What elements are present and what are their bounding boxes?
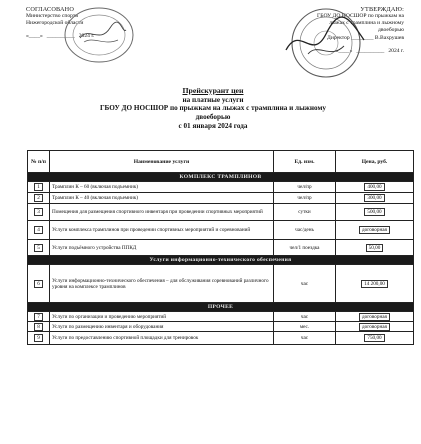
row-number-value: 9 [34, 334, 43, 342]
approval-left-day: «____» [26, 33, 43, 39]
title-line: с 01 января 2024 года [178, 121, 248, 130]
row-number [28, 322, 50, 332]
service-name: Трамплин К – 40 (включая подъемник) [50, 193, 274, 204]
row-number [28, 182, 50, 193]
title-line: двоеборью [195, 113, 231, 122]
row-number-value: 7 [34, 313, 43, 321]
unit-cell: час [274, 332, 336, 345]
row-number [28, 240, 50, 256]
price-cell [336, 204, 414, 221]
unit-cell: мес. [274, 322, 336, 332]
unit-cell: сутки [274, 204, 336, 221]
unit-cell: час [274, 265, 336, 303]
price-cell-value: договорная [359, 226, 390, 234]
price-table [27, 150, 414, 345]
row-number [28, 265, 50, 303]
price-cell-value: договорная [359, 313, 390, 321]
unit-cell: час/день [274, 221, 336, 240]
table-row [28, 240, 414, 256]
section-row [28, 256, 414, 265]
price-cell [336, 265, 414, 303]
table-row [28, 312, 414, 322]
service-name: Помещения для размещения спортивного инвентаря при проведении спортивных мероприятий [50, 204, 274, 221]
price-cell-value: 14 200,00 [361, 280, 388, 288]
table-row [28, 193, 414, 204]
table-row [28, 204, 414, 221]
title-line: ГБОУ ДО НОСШОР по прыжкам на лыжах с трамплина и лыжному [99, 104, 326, 113]
price-cell [336, 332, 414, 345]
section-label: Услуги информационно-технического обеспечения [28, 256, 414, 265]
approval-right-signature-line: Директор ________ В.Вахрушев [327, 35, 404, 41]
row-number [28, 193, 50, 204]
title-line: Прейскурант цен [182, 86, 244, 95]
document-title [60, 87, 366, 131]
section-row [28, 173, 414, 182]
service-name: Услуги по предоставлению спортивной площадки для тренировок [50, 332, 274, 345]
table-row [28, 182, 414, 193]
price-cell [336, 322, 414, 332]
service-name: Трамплин К – 60 (включая подъемник) [50, 182, 274, 193]
row-number-value: 6 [34, 280, 43, 288]
header-price: Цена, руб. [336, 151, 414, 173]
price-cell [336, 193, 414, 204]
approval-right-line: двоеборью [378, 27, 404, 33]
price-cell [336, 221, 414, 240]
section-label: КОМПЛЕКС ТРАМПЛИНОВ [28, 173, 414, 182]
section-label: ПРОЧЕЕ [28, 303, 414, 312]
approval-right-line: лыжах с трамплина и лыжному [329, 20, 404, 26]
row-number-value: 3 [34, 208, 43, 216]
left-seal-stamp [60, 4, 138, 66]
row-number [28, 312, 50, 322]
service-name: Услуги подъёмного устройства ППКД [50, 240, 274, 256]
price-cell-value: 400,00 [364, 183, 384, 191]
price-cell [336, 312, 414, 322]
table-row [28, 265, 414, 303]
right-seal-stamp [278, 4, 374, 82]
row-number [28, 221, 50, 240]
row-number-value: 5 [34, 244, 43, 252]
approval-left-heading: СОГЛАСОВАНО [26, 6, 74, 13]
header-name: Наименование услуги [50, 151, 274, 173]
table-row [28, 322, 414, 332]
price-cell-value: 50,00 [366, 244, 384, 252]
row-number [28, 332, 50, 345]
unit-cell: чел/пр [274, 193, 336, 204]
row-number [28, 204, 50, 221]
row-number-value: 8 [34, 323, 43, 331]
price-cell [336, 240, 414, 256]
table-row [28, 332, 414, 345]
approval-left-month: __________ [46, 33, 75, 39]
approval-right-line: ГБОУ ДО НОСШОР по прыжкам на [317, 13, 404, 19]
service-name: Услуги по размещению инвентаря и оборудования [50, 322, 274, 332]
service-name: Услуги информационно-технического обеспечения – для обслуживания соревнований различного уровня на комплексе трамплинов [50, 265, 274, 303]
header-num: № п/п [28, 151, 50, 173]
price-cell-value: 300,00 [364, 194, 384, 202]
unit-cell: час [274, 312, 336, 322]
table-header-row [28, 151, 414, 173]
approval-left-year: 2024 г. [78, 33, 95, 39]
row-number-value: 4 [34, 226, 43, 234]
approval-left-line: Министерство спорта [26, 13, 78, 19]
table-row [28, 221, 414, 240]
unit-cell: чел/пр [274, 182, 336, 193]
approval-right-year: 2024 г. [388, 48, 404, 54]
approval-right-heading: УТВЕРЖДАЮ: [360, 6, 404, 13]
section-row [28, 303, 414, 312]
price-cell-value: 750,00 [364, 334, 384, 342]
row-number-value: 1 [34, 183, 43, 191]
service-name: Услуги комплекса трамплинов при проведении спортивных мероприятий и соревнований [50, 221, 274, 240]
header-unit: Ед. изм. [274, 151, 336, 173]
title-line: на платные услуги [182, 95, 244, 104]
price-cell-value: 500,00 [364, 208, 384, 216]
approval-right-day: «____» [335, 48, 353, 54]
service-name: Услуги по организации и проведению мероприятий [50, 312, 274, 322]
approval-left-line: Нижегородской области [26, 20, 84, 26]
row-number-value: 2 [34, 194, 43, 202]
price-cell [336, 182, 414, 193]
approval-right-month: __________ [356, 48, 385, 54]
price-cell-value: договорная [359, 323, 390, 331]
unit-cell: чел/1 поездка [274, 240, 336, 256]
